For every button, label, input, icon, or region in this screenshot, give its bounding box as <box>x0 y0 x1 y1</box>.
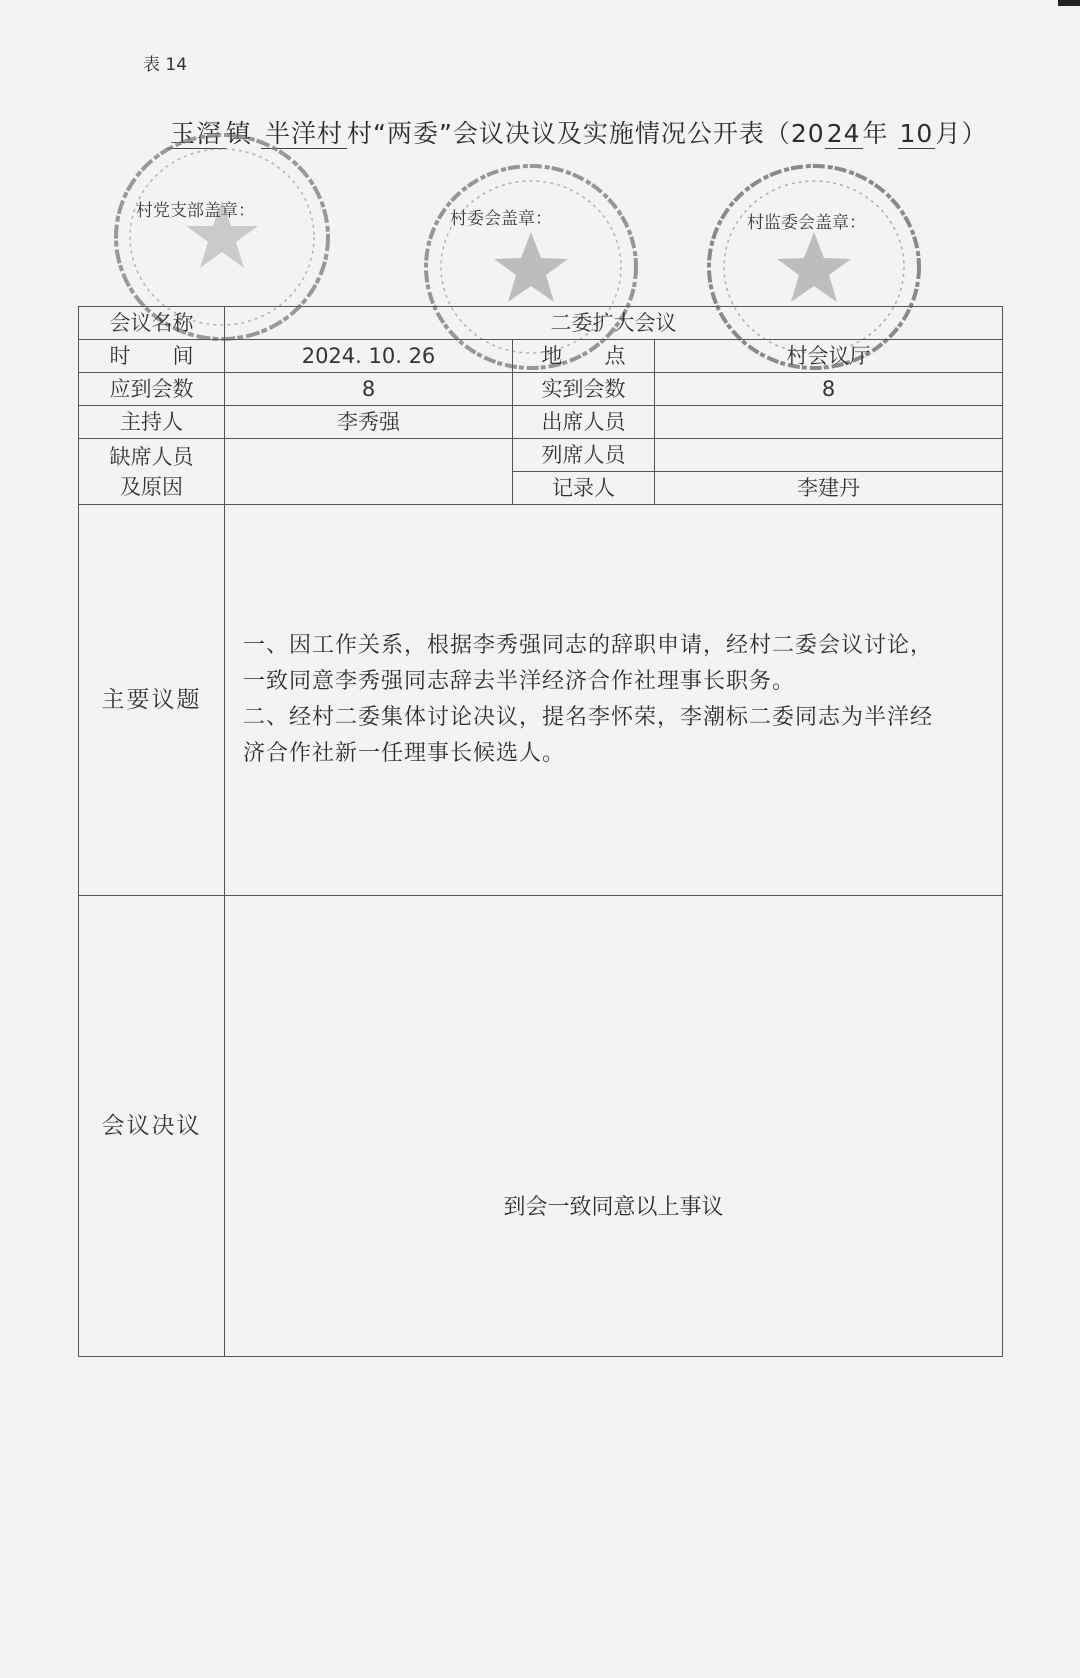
issue-line-2: 一致同意李秀强同志辞去半洋经济合作社理事长职务。 <box>243 669 796 694</box>
row-host-attendees <box>79 406 1003 439</box>
row-attendance-count <box>79 373 1003 406</box>
supervision-committee-seal-label: 村监委会盖章： <box>747 213 866 233</box>
title-town: 玉滘 <box>166 120 226 149</box>
host-value: 李秀强 <box>225 406 513 439</box>
decision-text: 到会一致同意以上事议 <box>503 1195 724 1220</box>
location-value: 村会议厅 <box>655 340 1003 373</box>
issue-line-1: 一、因工作关系，根据李秀强同志的辞职申请，经村二委会议讨论， <box>243 633 934 658</box>
form-number: 表 14 <box>143 55 188 75</box>
title-month: 10 <box>899 119 934 148</box>
title-year-partial: 24 <box>826 119 861 148</box>
issue-line-4: 济合作社新一任理事长候选人。 <box>243 741 566 766</box>
row-main-issues <box>79 505 1003 896</box>
issue-line-3: 二、经村二委集体讨论决议，提名李怀荣，李潮标二委同志为半洋经 <box>243 705 934 730</box>
row-decision <box>79 896 1003 1357</box>
title-town-suffix: 镇 <box>226 119 253 148</box>
absent-label-line-2: 及原因 <box>120 474 183 499</box>
actual-label: 实到会数 <box>513 373 655 406</box>
title-village: 半洋村 <box>261 120 347 149</box>
recorder-value: 李建丹 <box>655 472 1003 505</box>
time-value: 2024. 10. 26 <box>225 340 513 373</box>
issues-content <box>225 505 1003 896</box>
decision-label: 会议决议 <box>79 896 225 1357</box>
party-branch-seal-label: 村党支部盖章： <box>136 201 255 221</box>
absent-value <box>225 439 513 505</box>
time-label: 时 间 <box>79 340 225 373</box>
host-label: 主持人 <box>79 406 225 439</box>
decision-cell <box>225 896 1003 1357</box>
village-committee-seal-label: 村委会盖章： <box>450 209 552 229</box>
absent-label-line-1: 缺席人员 <box>109 444 194 469</box>
recorder-label: 记录人 <box>513 472 655 505</box>
corner-mark <box>1058 0 1080 6</box>
observers-value <box>655 439 1003 472</box>
row-time-location <box>79 340 1003 373</box>
title-year-suffix: 年 <box>862 119 889 148</box>
title-month-suffix: 月） <box>935 119 988 148</box>
attendees-value <box>655 406 1003 439</box>
row-meeting-name <box>79 307 1003 340</box>
meeting-name-label: 会议名称 <box>79 307 225 340</box>
actual-value: 8 <box>655 373 1003 406</box>
meeting-name-value: 二委扩大会议 <box>225 307 1003 340</box>
meeting-form-table <box>78 306 1003 1357</box>
absent-label <box>79 439 225 505</box>
expected-value: 8 <box>225 373 513 406</box>
observers-label: 列席人员 <box>513 439 655 472</box>
title-main: 村“两委”会议决议及实施情况公开表（20 <box>347 119 825 148</box>
location-label: 地 点 <box>513 340 655 373</box>
row-absent-observers <box>79 439 1003 472</box>
issues-label: 主要议题 <box>79 505 225 896</box>
expected-label: 应到会数 <box>79 373 225 406</box>
attendees-label: 出席人员 <box>513 406 655 439</box>
